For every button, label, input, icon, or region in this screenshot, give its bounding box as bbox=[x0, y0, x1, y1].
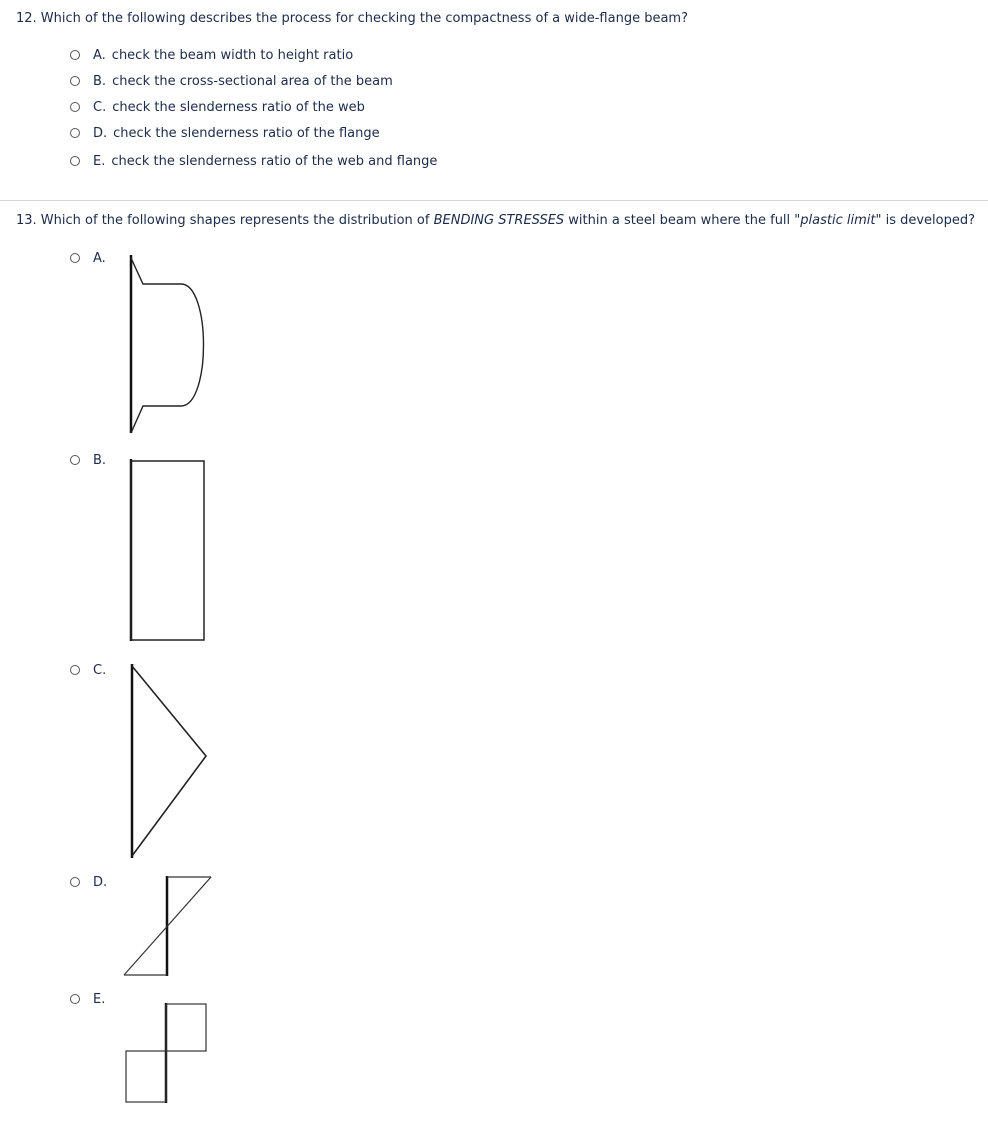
rectangular-plastic-stress-diagram-icon bbox=[118, 1000, 218, 1110]
q13-option-e[interactable] bbox=[70, 989, 111, 1009]
radio-button[interactable] bbox=[70, 877, 80, 887]
option-letter: A. bbox=[93, 250, 106, 266]
title-prefix: 13. Which of the following shapes represents the distribution of bbox=[16, 213, 434, 228]
radio-button[interactable] bbox=[70, 156, 80, 166]
title-emphasis-plastic-limit: plastic limit bbox=[800, 213, 876, 228]
option-letter: D. bbox=[93, 874, 108, 890]
q12-option-c[interactable] bbox=[70, 97, 365, 117]
option-text: check the slenderness ratio of the flange bbox=[113, 125, 380, 141]
option-text: check the beam width to height ratio bbox=[111, 47, 354, 63]
radio-button[interactable] bbox=[70, 128, 80, 138]
question-divider bbox=[0, 200, 988, 201]
option-letter: B. bbox=[93, 452, 107, 468]
option-letter: C. bbox=[93, 99, 107, 115]
title-mid: within a steel beam where the full " bbox=[564, 213, 801, 228]
radio-button[interactable] bbox=[70, 665, 80, 675]
linear-elastic-stress-diagram-icon bbox=[118, 872, 218, 982]
q12-option-e[interactable] bbox=[70, 151, 437, 171]
q12-option-b[interactable] bbox=[70, 71, 393, 91]
title-emphasis-bending-stresses: BENDING STRESSES bbox=[433, 213, 565, 228]
q13-option-a[interactable] bbox=[70, 248, 112, 268]
option-text: check the cross-sectional area of the beam bbox=[112, 73, 393, 89]
radio-button[interactable] bbox=[70, 994, 80, 1004]
radio-button[interactable] bbox=[70, 76, 80, 86]
option-letter: C. bbox=[93, 662, 107, 678]
title-suffix: " is developed? bbox=[875, 213, 976, 228]
rounded-plastic-stress-diagram-icon bbox=[118, 255, 218, 440]
q13-option-c[interactable] bbox=[70, 660, 112, 680]
radio-button[interactable] bbox=[70, 102, 80, 112]
option-letter: E. bbox=[93, 991, 106, 1007]
triangular-stress-diagram-icon bbox=[118, 662, 218, 862]
option-letter: D. bbox=[93, 125, 108, 141]
radio-button[interactable] bbox=[70, 50, 80, 60]
radio-button[interactable] bbox=[70, 253, 80, 263]
question-12-title: 12. Which of the following describes the process for checking the compactness of a wide-flange beam? bbox=[16, 11, 688, 26]
radio-button[interactable] bbox=[70, 455, 80, 465]
option-letter: E. bbox=[93, 153, 106, 169]
option-text: check the slenderness ratio of the web bbox=[112, 99, 365, 115]
q13-option-b[interactable] bbox=[70, 450, 112, 470]
question-13-title bbox=[16, 213, 975, 228]
option-letter: B. bbox=[93, 73, 107, 89]
q12-option-d[interactable] bbox=[70, 123, 380, 143]
q12-option-a[interactable] bbox=[70, 45, 353, 65]
q13-option-d[interactable] bbox=[70, 872, 113, 892]
rectangular-stress-block-icon bbox=[118, 457, 218, 647]
option-letter: A. bbox=[93, 47, 106, 63]
option-text: check the slenderness ratio of the web and flange bbox=[111, 153, 438, 169]
